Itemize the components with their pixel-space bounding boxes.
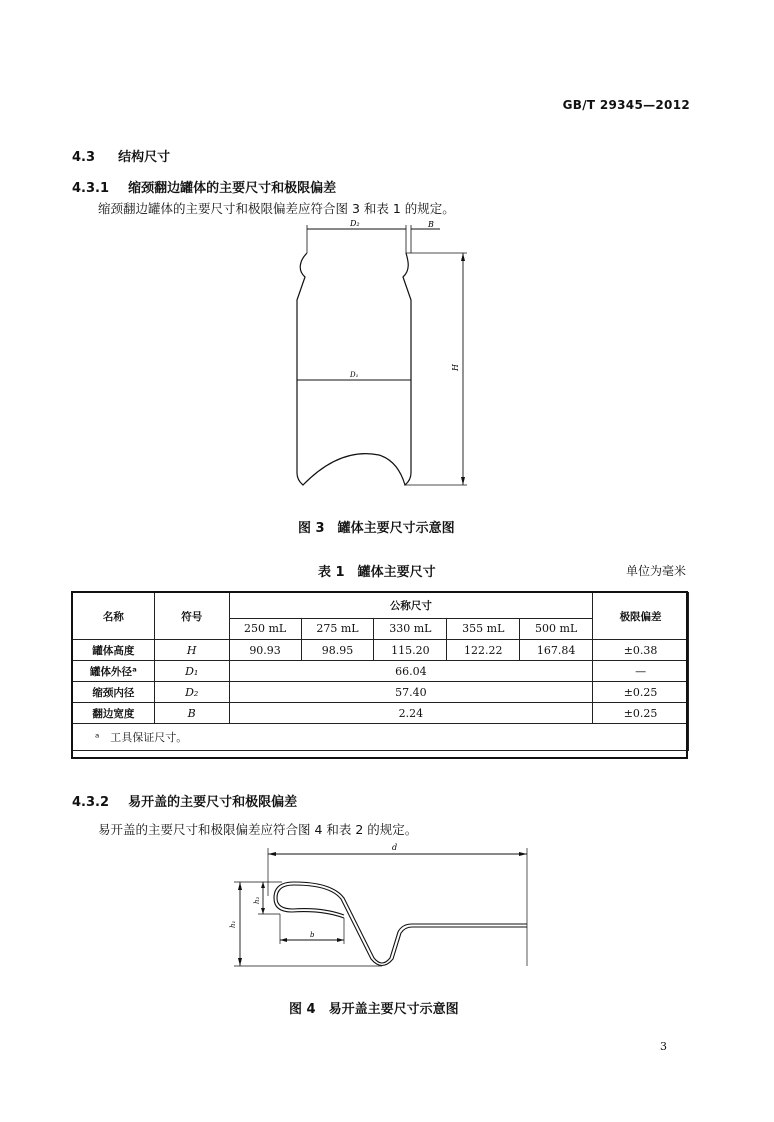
row-symbol: B — [154, 703, 229, 724]
figure-3-caption: 图 3 罐体主要尺寸示意图 — [298, 521, 455, 536]
section-4-3-1-body: 缩颈翻边罐体的主要尺寸和极限偏差应符合图 3 和表 1 的规定。 — [98, 201, 455, 216]
row-name: 罐体外径ᵃ — [73, 661, 155, 682]
header-volume-275: 275 mL — [301, 618, 374, 639]
header-volume-500: 500 mL — [520, 618, 593, 639]
header-nominal: 公称尺寸 — [229, 593, 593, 619]
row-value: 98.95 — [301, 640, 374, 661]
standard-code: GB/T 29345—2012 — [562, 98, 690, 112]
table-1 — [72, 592, 689, 751]
row-name: 缩颈内径 — [73, 682, 155, 703]
section-number: 4.3 — [72, 150, 96, 165]
section-number: 4.3.1 — [72, 181, 110, 196]
page-number: 3 — [660, 1040, 667, 1053]
d-label: d — [392, 843, 398, 852]
figure-4-end-diagram — [222, 838, 542, 973]
table-row — [73, 661, 689, 682]
b-label: B — [428, 220, 434, 229]
d2-label: D₂ — [350, 219, 360, 228]
section-4-3-2-heading — [72, 791, 297, 810]
row-symbol: D₂ — [154, 682, 229, 703]
row-value-merged: 66.04 — [229, 661, 593, 682]
row-value: 167.84 — [520, 640, 593, 661]
section-title: 结构尺寸 — [118, 150, 171, 165]
row-value: 115.20 — [374, 640, 447, 661]
row-value: 90.93 — [229, 640, 301, 661]
table-footnote: ᵃ 工具保证尺寸。 — [73, 724, 689, 751]
row-name: 翻边宽度 — [73, 703, 155, 724]
header-symbol: 符号 — [154, 593, 229, 640]
figure-3-can-diagram — [270, 215, 490, 510]
h2-label: h₂ — [253, 896, 261, 904]
section-4-3-2-body: 易开盖的主要尺寸和极限偏差应符合图 4 和表 2 的规定。 — [98, 822, 418, 837]
h1-label: h₁ — [229, 920, 237, 928]
header-name: 名称 — [73, 593, 155, 640]
end-profile-inner — [277, 885, 527, 966]
table-row — [73, 682, 689, 703]
section-title: 易开盖的主要尺寸和极限偏差 — [128, 795, 298, 810]
row-tolerance: — — [593, 661, 689, 682]
header-tolerance: 极限偏差 — [593, 593, 689, 640]
table-row — [73, 703, 689, 724]
row-value-merged: 2.24 — [229, 703, 593, 724]
d1-label: D₁ — [350, 371, 359, 379]
section-4-3-1-heading — [72, 177, 336, 196]
row-value: 122.22 — [447, 640, 520, 661]
header-volume-330: 330 mL — [374, 618, 447, 639]
header-volume-250: 250 mL — [229, 618, 301, 639]
table-row — [73, 640, 689, 661]
row-tolerance: ±0.25 — [593, 703, 689, 724]
header-volume-355: 355 mL — [447, 618, 520, 639]
table-1-title: 表 1 罐体主要尺寸 — [318, 565, 436, 580]
can-outline — [297, 253, 411, 485]
row-name: 罐体高度 — [73, 640, 155, 661]
row-tolerance: ±0.25 — [593, 682, 689, 703]
table-1-unit: 单位为毫米 — [626, 564, 687, 578]
h-label: H — [451, 364, 460, 371]
row-tolerance: ±0.38 — [593, 640, 689, 661]
b-label: b — [310, 931, 315, 939]
figure-4-caption: 图 4 易开盖主要尺寸示意图 — [289, 1002, 459, 1017]
section-title: 缩颈翻边罐体的主要尺寸和极限偏差 — [128, 181, 337, 196]
section-4-3-heading — [72, 146, 170, 165]
row-value-merged: 57.40 — [229, 682, 593, 703]
row-symbol: D₁ — [154, 661, 229, 682]
row-symbol: H — [154, 640, 229, 661]
section-number: 4.3.2 — [72, 795, 110, 810]
end-profile-outer — [274, 882, 527, 963]
